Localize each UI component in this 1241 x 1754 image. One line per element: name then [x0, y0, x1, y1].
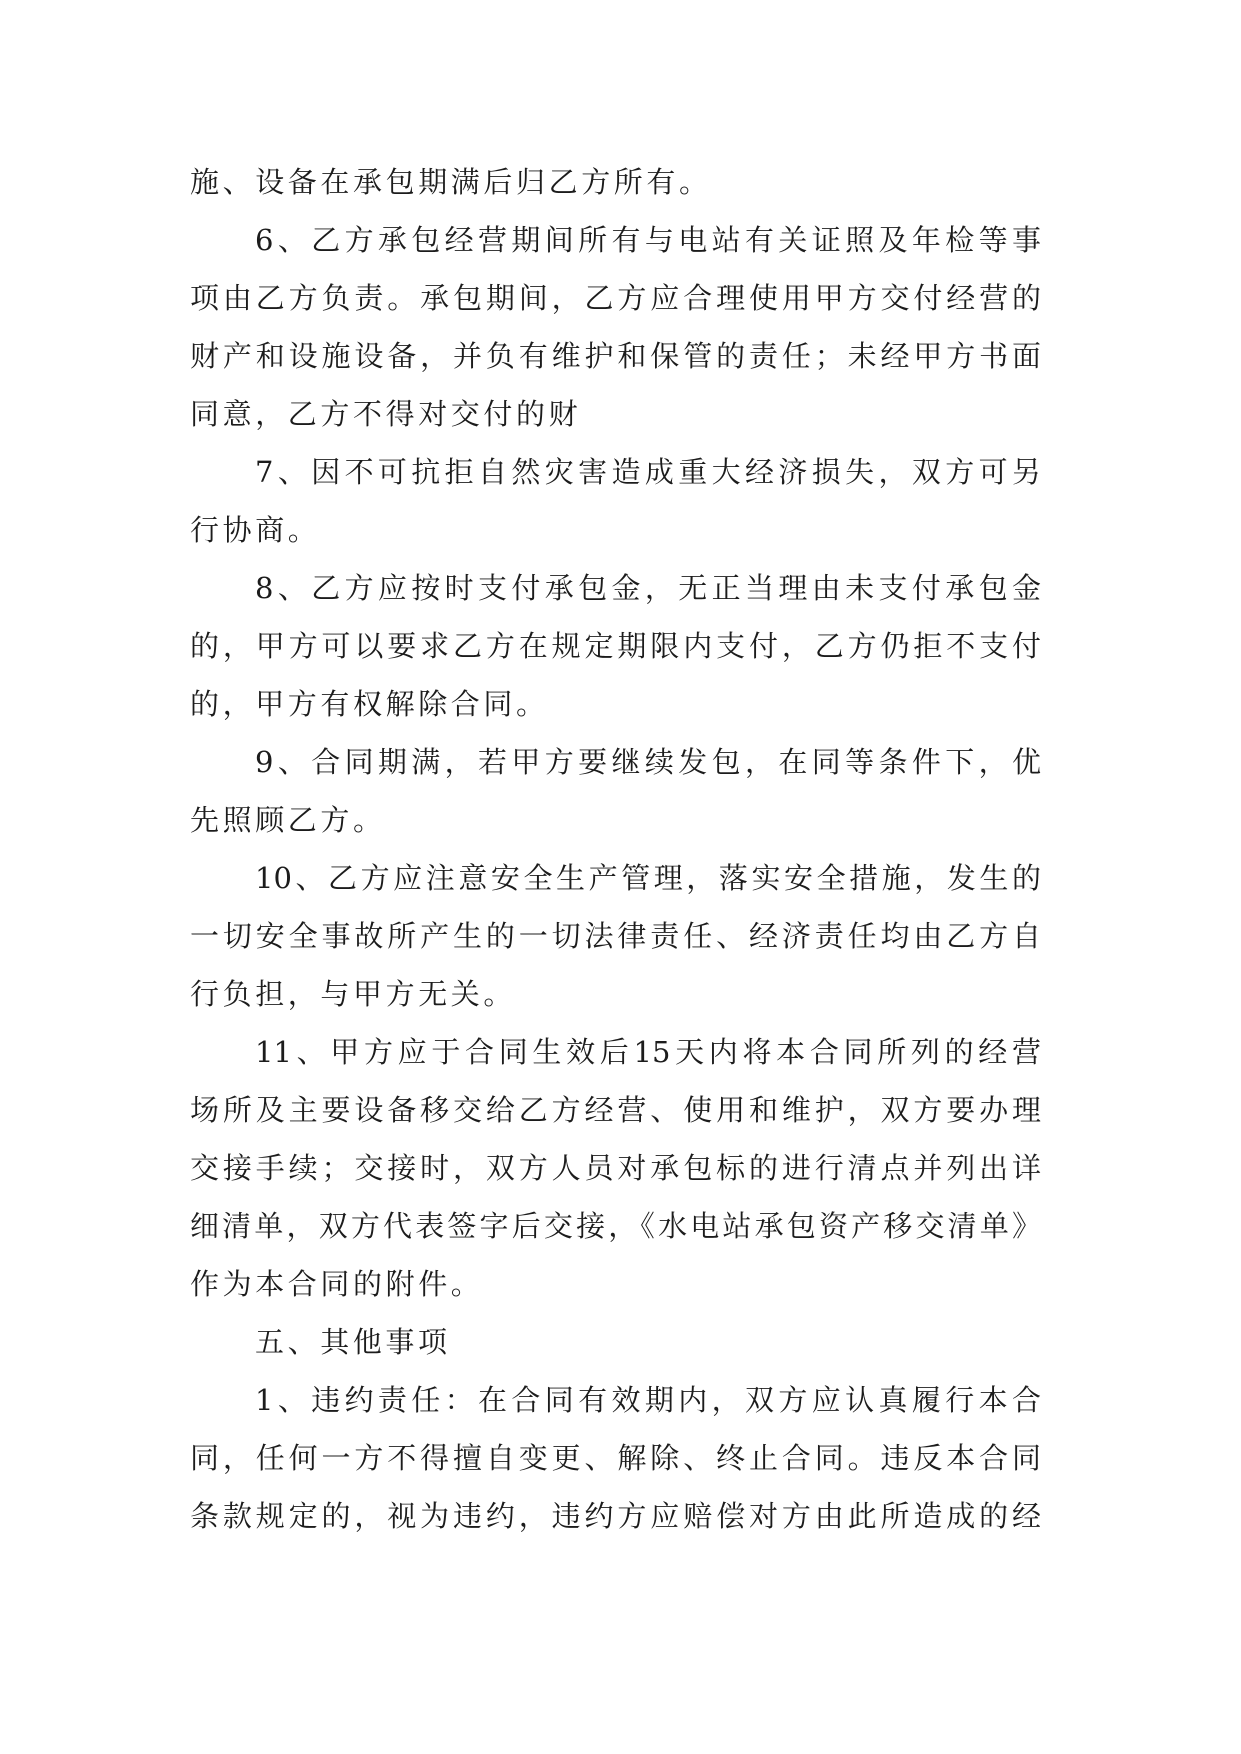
text-line: 细清单，双方代表签字后交接，《水电站承包资产移交清单》: [190, 1209, 1041, 1243]
section-heading: 五、其他事项: [255, 1325, 451, 1359]
text-line: 财产和设施设备，并负有维护和保管的责任；未经甲方书面: [190, 339, 1041, 373]
text-line: 同意，乙方不得对交付的财: [190, 397, 582, 431]
text-line: 项由乙方负责。承包期间，乙方应合理使用甲方交付经营的: [190, 281, 1041, 315]
text-line: 7、因不可抗拒自然灾害造成重大经济损失，双方可另: [255, 455, 1041, 489]
paragraph-clause-7: [190, 443, 1041, 559]
text-line: 6、乙方承包经营期间所有与电站有关证照及年检等事: [255, 223, 1041, 257]
text-line: 施、设备在承包期满后归乙方所有。: [190, 165, 712, 199]
paragraph-clause-9: [190, 733, 1041, 849]
text-line: 10、乙方应注意安全生产管理，落实安全措施，发生的: [255, 861, 1041, 895]
paragraph-clause-10: [190, 849, 1041, 1023]
document-body: [190, 153, 1041, 1545]
text-line: 11、甲方应于合同生效后15天内将本合同所列的经营: [255, 1035, 1041, 1069]
section-heading-other-matters: [190, 1313, 1041, 1371]
text-line: 作为本合同的附件。: [190, 1267, 484, 1301]
text-line: 场所及主要设备移交给乙方经营、使用和维护，双方要办理: [190, 1093, 1041, 1127]
text-line: 行协商。: [190, 513, 321, 547]
text-line: 一切安全事故所产生的一切法律责任、经济责任均由乙方自: [190, 919, 1041, 953]
paragraph-clause-11: [190, 1023, 1041, 1313]
paragraph-clause-6: [190, 211, 1041, 443]
text-line: 的，甲方有权解除合同。: [190, 687, 549, 721]
text-line: 8、乙方应按时支付承包金，无正当理由未支付承包金: [255, 571, 1041, 605]
text-line: 同，任何一方不得擅自变更、解除、终止合同。违反本合同: [190, 1441, 1041, 1475]
text-line: 行负担，与甲方无关。: [190, 977, 517, 1011]
text-line: 交接手续；交接时，双方人员对承包标的进行清点并列出详: [190, 1151, 1041, 1185]
paragraph-breach-liability: [190, 1371, 1041, 1545]
text-line: 的，甲方可以要求乙方在规定期限内支付，乙方仍拒不支付: [190, 629, 1041, 663]
text-line: 1、违约责任：在合同有效期内，双方应认真履行本合: [255, 1383, 1041, 1417]
text-line: 9、合同期满，若甲方要继续发包，在同等条件下，优: [255, 745, 1041, 779]
paragraph-clause-8: [190, 559, 1041, 733]
text-line: 条款规定的，视为违约，违约方应赔偿对方由此所造成的经: [190, 1499, 1041, 1533]
paragraph-continuation: [190, 153, 1041, 211]
text-line: 先照顾乙方。: [190, 803, 386, 837]
